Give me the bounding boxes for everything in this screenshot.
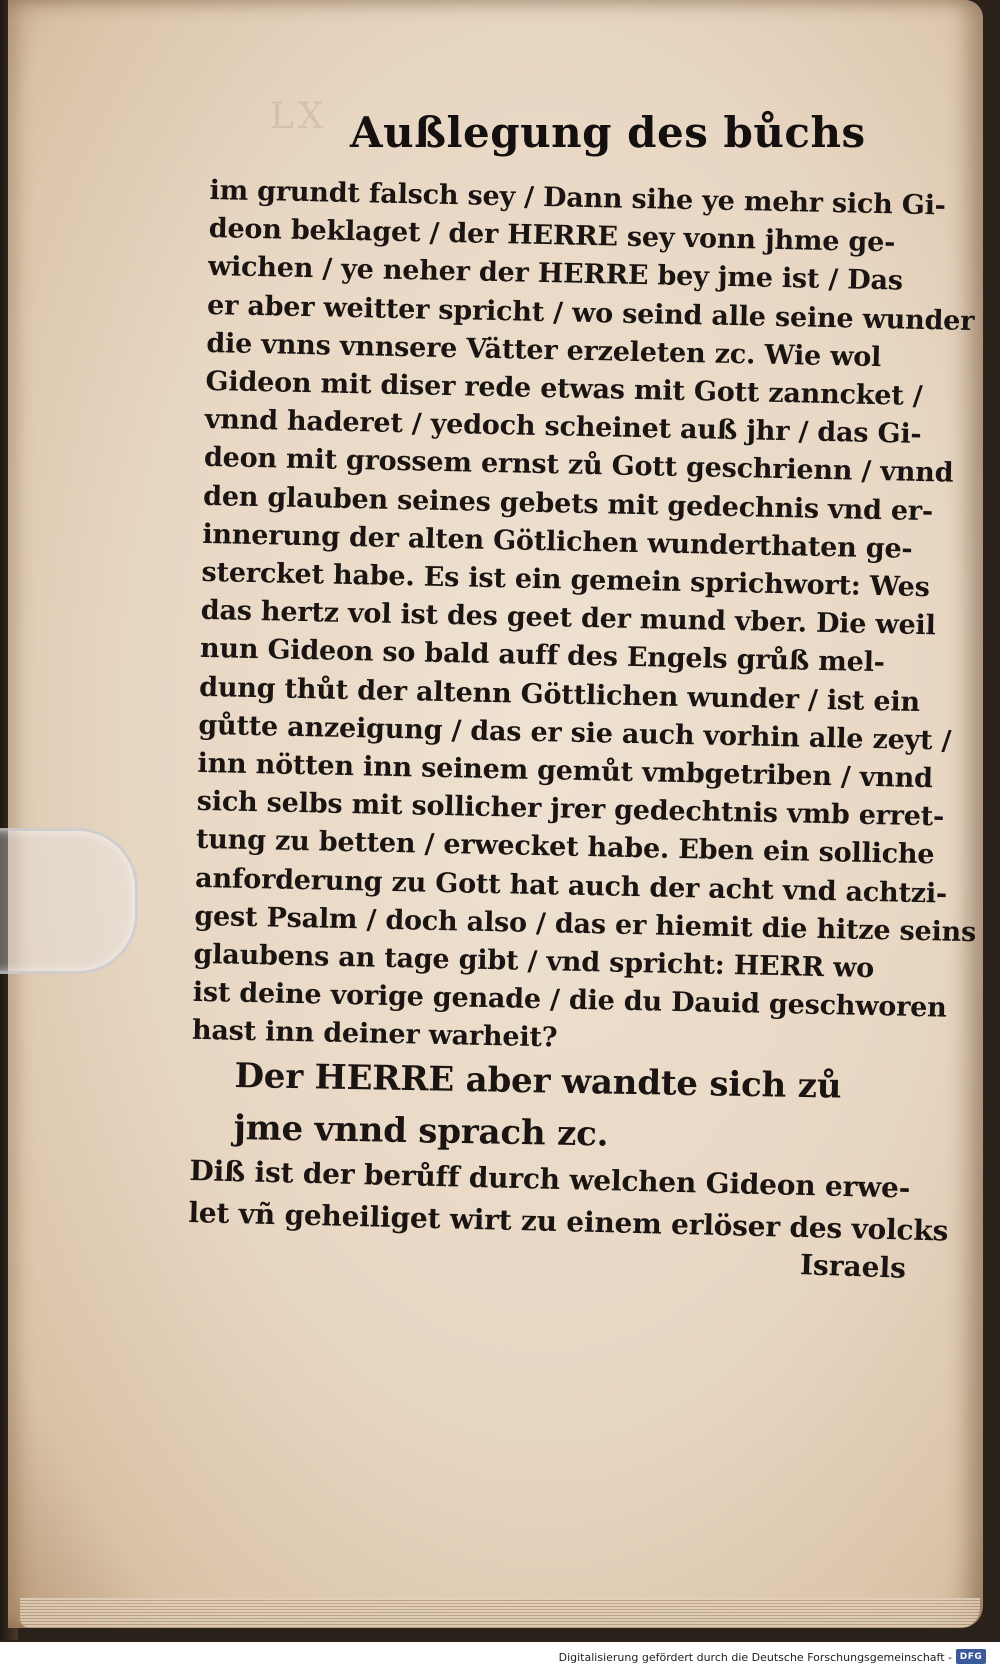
- folio-show-through: LX: [270, 96, 328, 137]
- body-line: deon beklaget / der HERRE sey vonn jhme ge-: [208, 213, 896, 259]
- body-line: deon mit grossem ernst zů Gott geschrienn / vnnd: [203, 442, 954, 490]
- body-line: nun Gideon so bald auff des Engels grůß mel-: [199, 633, 886, 679]
- body-line: innerung der alten Götlichen wunderthaten ge-: [202, 518, 913, 565]
- body-line: die vnns vnnsere Vätter erzeleten zc. Wie wol: [206, 327, 882, 373]
- footer-credit: Digitalisierung gefördert durch die Deutsche Forschungsgemeinschaft -: [558, 1651, 952, 1664]
- body-line: vnnd haderet / yedoch scheinet auß jhr / das Gi-: [204, 404, 922, 451]
- body-line: sich selbs mit sollicher jrer gedechtnis vmb erret-: [196, 786, 945, 833]
- body-line: tung zu betten / erwecket habe. Eben ein solliche: [195, 824, 935, 871]
- catchword: Israels: [799, 1248, 907, 1285]
- body-line: gest Psalm / doch also / das er hiemit die hitze seins: [194, 900, 977, 949]
- body-line: stercket habe. Es ist ein gemein sprichwort: Wes: [201, 556, 930, 604]
- plastic-clip: [0, 828, 138, 974]
- lemma-text: [233, 1050, 875, 1165]
- commentary-line: let vñ geheiliget wirt zu einem erlöser des volcks: [188, 1195, 949, 1248]
- page-edges: [20, 1598, 980, 1628]
- running-head: Außlegung des bůchs: [350, 108, 866, 157]
- body-line: im grundt falsch sey / Dann sihe ye mehr sich Gi-: [209, 174, 947, 222]
- body-line: gůtte anzeigung / das er sie auch vorhin alle zeyt /: [198, 709, 952, 757]
- body-line: den glauben seines gebets mit gedechnis vnd er-: [202, 480, 934, 527]
- body-line: dung thůt der altenn Göttlichen wunder / ist ein: [198, 671, 921, 718]
- body-line: inn nötten inn seinem gemůt vmbgetriben / vnnd: [197, 747, 934, 795]
- body-line: das hertz vol ist des geet der mund vber. Die weil: [200, 595, 936, 642]
- commentary-line: Diß ist der berůff durch welchen Gideon erwe-: [189, 1153, 911, 1205]
- body-line: wichen / ye neher der HERRE bey jme ist / Das: [207, 251, 904, 297]
- body-text: [191, 172, 977, 1065]
- body-line: anforderung zu Gott hat auch der acht vnd achtzi-: [194, 862, 948, 910]
- body-line: glaubens an tage gibt / vnd spricht: HERR wo: [193, 938, 875, 985]
- lemma-line: jme vnnd sprach zc.: [233, 1107, 609, 1155]
- body-line: hast inn deiner warheit?: [191, 1015, 558, 1054]
- lemma-line: Der HERRE aber wandte sich zů: [234, 1055, 842, 1107]
- body-line: er aber weitter spricht / wo seind alle seine wunder: [206, 289, 975, 337]
- dfg-logo-icon: DFG: [956, 1649, 986, 1664]
- body-line: Gideon mit diser rede etwas mit Gott zanncket /: [205, 365, 923, 412]
- body-line: ist deine vorige genade / die du Dauid geschworen: [192, 977, 947, 1024]
- commentary-text: [188, 1150, 949, 1252]
